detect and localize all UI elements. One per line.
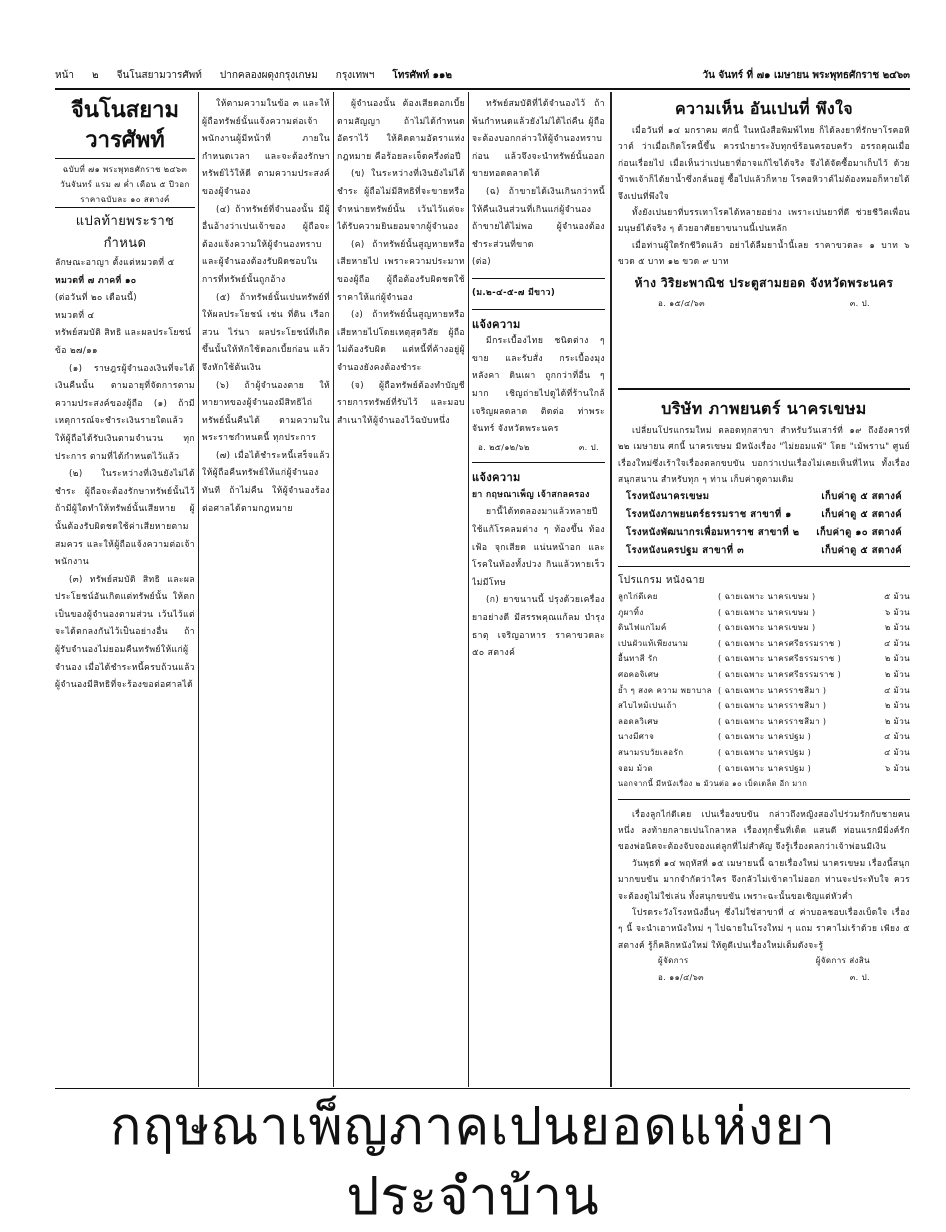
phone: โทรศัพท์ ๑๑๒ [392, 69, 452, 81]
program-title: โปรแกรม หนังฉาย [618, 574, 705, 586]
film-row [618, 651, 910, 667]
film-title: สไบไหม้เปนเถ้า [618, 701, 677, 711]
article-body [472, 96, 605, 254]
notice-body: มีกระเบื้องไทย ชนิดต่าง ๆ ขาย และรับสั่ง กระเบื้องมุงหลังคา ดินเผา ถูกกว่าที่อื่น ๆ มาก เชิญถ่ายไปดูได้ที่ร้านใกล้เจริญผลตลาด ติดต่อ ท่าพระจันทร์ จังหวัดพระนคร [472, 336, 605, 435]
chapter-title: ทรัพย์สมบัติ สิทธิ และผลประโยชน์ [55, 328, 192, 339]
notice-ref-right: ๓. ป. [578, 442, 599, 452]
theatre-row [618, 524, 910, 542]
paragraph: ทรัพย์สมบัติที่ได้จำนองไว้ ถ้าพ้นกำหนดแล้วยังไม่ได้ไถ่คืน ผู้ถือจะต้องบอกกล่าวให้ผู้จำนองทราบก่อน แล้วจึงจะนำทรัพย์นั้นออกขายทอดตลาดได้ [472, 99, 605, 180]
theatre-row [618, 488, 910, 506]
paragraph: (ง) ถ้าทรัพย์นั้นสูญหายหรือเสียหายไปโดยเหตุสุดวิสัย ผู้ถือไม่ต้องรับผิด แต่หนี้ที่ค้างอยู่ผู้จำนองยังคงต้องชำระ [337, 310, 465, 373]
film-reels: ๖ ม้วน [885, 763, 910, 773]
signature-label: ผู้จัดการ [658, 956, 689, 966]
paragraph: โปรดระวังโรงหนังอื่นๆ ซึ่งไม่ใช่สาขาที่ ๔ ค่าบอลชอบเรื่องเบ็ดใจ เรื่อง ๆ นี้ จะนำเอาหนังใหม่ ๆ ไปฉายในโรงใหม่ ๆ แถม ราคาไม่เร้าด้วย เพียง ๕ สตางค์ รู้ก็คลิกหนังใหม่ ให้ดูดีเปนเรื่องใหม่เต็มดังจะรู้ [618, 907, 910, 950]
section-title: แปลท้ายพระราชกำหนด [55, 207, 195, 255]
cinema-ref [618, 970, 910, 986]
paragraph: (๖) ถ้าผู้จำนองตาย ให้ทายาทของผู้จำนองมีสิทธิไถ่ทรัพย์นั้นคืนได้ ตามความในพระราชกำหนดนี้ ทุกประการ [202, 380, 330, 444]
paragraph: (๓) ทรัพย์สมบัติ สิทธิ และผลประโยชน์อันเกิดแต่ทรัพย์นั้น ให้ตกเป็นของผู้จำนองตามส่วน เว้นไว้แต่จะได้ตกลงกันไว้เป็นอย่างอื่น ถ้าผู้รับจำนองไม่ยอมคืนทรัพย์ให้แก่ผู้จำนอง เมื่อได้ชำระหนี้ครบถ้วนแล้ว ผู้จำนองมีสิทธิที่จะร้องขอต่อศาลได้ [55, 574, 195, 691]
page-header [55, 66, 910, 84]
paragraph: เมื่อวันที่ ๑๔ มกราคม ศกนี้ ในหนังสือพิมพ์ไทย ก็ได้ลงยาที่รักษาโรคอหิวาต์ ว่าเมื่อเกิดโรคนี้ขึ้น ควรนำยาระงับทุกข์ร้อนครอบครัว อรรถคุณเมื่อก่อนเรื่อยไป เมื่อเห็นว่าเปนยาที่อาจแก้ไขได้จริง จึงได้จัดซื้อมาเก็บไว้ ด้วยข้าพเจ้าก็ได้ยาน้ำซึ่งกลั่นอยู่ ซื้อไปแล้วก็หาย โรคอหิวาต์ไม่ต้องหมอก็หายได้ จึงเปนที่พึงใจ [618, 125, 910, 201]
film-venue: ( ฉายเฉพาะ นาครเขษม ) [718, 607, 816, 617]
theatre-name: โรงหนังนาครเขษม [626, 490, 710, 502]
theatre-name: โรงหนังนครปฐม สาขาที่ ๓ [626, 544, 745, 556]
paper-name: จีนโนสยามวารศัพท์ [116, 69, 202, 81]
page-label: หน้า [55, 69, 75, 81]
film-title: ดินไฟแกไมค์ [618, 623, 667, 633]
film-row [618, 698, 910, 714]
film-row [618, 605, 910, 621]
notice-title: แจ้งความ [472, 471, 521, 485]
notice-body [472, 504, 605, 662]
column-divider [333, 92, 334, 1087]
dateline-line: วันจันทร์ แรม ๗ ค่ำ เดือน ๕ ปีวอก [60, 180, 190, 189]
issue-reference: (ม.๒-๔-๕-๗ มีขาว) [472, 287, 556, 298]
film-row [618, 620, 910, 636]
paragraph: (๑) ราษฎรผู้จำนองเงินที่จะได้เงินคืนนั้น ตามอายุที่จัดการตามความประสงค์ของผู้ถือ (๑) ถ้ามีเหตุการณ์จะชำระเงินรายใดแล้ว ให้ผู้ถือได้รับเงินตามจำนวน ทุกประการ ตามที่ได้กำหนดไว้แล้ว [55, 363, 195, 462]
film-venue: ( ฉายเฉพาะ นาครราชสีมา ) [718, 701, 827, 711]
ad-title: ความเห็น อันเปนที่ พึงใจ [674, 99, 854, 118]
issue-date: วัน จันทร์ ที่ ๗๑ เมษายน พระพุทธศักราช ๒๔๖๓ [702, 69, 910, 81]
ad-signature: ห้าง วิริยะพาณิช ประตูสามยอด จังหวัดพระนคร [634, 275, 894, 290]
continued-mark: (ต่อ) [472, 257, 492, 268]
film-title: จอม ม้วด [618, 763, 654, 773]
notice-subtitle: ยา กฤษณาเพ็ญ เจ้าสกลครอง [472, 489, 590, 500]
banner-advertisement: กฤษณาเพ็ญภาคเปนยอดแห่งยาประจำบ้าน [110, 1097, 836, 1227]
paragraph: (ค) ถ้าทรัพย์นั้นสูญหายหรือเสียหายไป เพราะความประมาทของผู้ถือ ผู้ถือต้องรับผิดชดใช้ราคาให้แก่ผู้จำนอง [337, 239, 465, 303]
masthead: จีนโนสยามวารศัพท์ [55, 96, 195, 159]
theatre-list [618, 488, 910, 560]
paragraph: ทั้งยังเปนยาที่บรรเทาโรคได้หลายอย่าง เพราะเปนยาที่ดี ช่วยชีวิตเพื่อนมนุษย์ได้จริง ๆ ด้วยอาศัยยาขนานนี้เปนหลัก [618, 207, 910, 234]
part-label: หมวดที่ ๗ ภาคที่ ๑๐ [55, 275, 137, 286]
theatre-price: เก็บค่าดู ๑๐ สตางค์ [816, 526, 902, 538]
film-title: ศอคอจิเศษ [618, 670, 660, 680]
film-row [618, 745, 910, 761]
paragraph: เมื่อท่านผู้ใดรักชีวิตแล้ว อย่าได้ลืมยาน้ำนี้เลย ราคาขวดละ ๑ บาท ๖ ขวด ๕ บาท ๑๒ ขวด ๙ บาท [618, 239, 910, 267]
film-list [618, 589, 910, 776]
paragraph: (๕) ถ้าทรัพย์นั้นเปนทรัพย์ที่ให้ผลประโยชน์ เช่น ที่ดิน เรือกสวน ไร่นา ผลประโยชน์ที่เกิดขึ้นนั้นให้หักใช้ดอกเบี้ยก่อน แล้วจึงหักใช้ต้นเงิน [202, 292, 330, 373]
film-title: นางมีศาจ [618, 732, 655, 742]
theatre-row [618, 542, 910, 560]
film-reels: ๒ ม้วน [884, 623, 910, 633]
column-3 [337, 96, 465, 1086]
continued-note: (ต่อวันที่ ๒๐ เดือนนี้) [55, 293, 138, 304]
film-venue: ( ฉายเฉพาะ นาครปฐม ) [718, 748, 812, 758]
film-row [618, 589, 910, 605]
advertisement-column [618, 96, 910, 1086]
dateline-line: ราคาฉบับละ ๑๐ สตางค์ [80, 195, 170, 204]
film-title: ลอดลวิเศษ [618, 716, 659, 726]
film-row [618, 714, 910, 730]
theatre-price: เก็บค่าดู ๕ สตางค์ [821, 508, 902, 520]
footer-rule [55, 1088, 910, 1089]
article-body [337, 96, 465, 430]
city: กรุงเทพฯ [335, 69, 375, 81]
ad-body [618, 122, 910, 270]
notice-signature [472, 439, 605, 457]
paragraph: เรื่องลูกไก่ดีเคย เปนเรื่องขบขัน กล่าวถึงหญิงสองไปร่วมรักกับชายคนหนึ่ง ลงท้ายกลายเปนโกลาหล เรื่องทุกชั้นที่เด็ด แสนดี ท่อนแรกมีมิ่งค์รัก ของพ่อนิดจะต้องจับจองแต่ลูกที่ไม่สำคัญ จึงรู้เรื่องตลกว่าเจ้าพ่อนมีเงิน [618, 808, 910, 852]
theatre-price: เก็บค่าดู ๕ สตางค์ [821, 544, 902, 556]
section-subtitle: ลักษณะอาญา ตั้งแต่หมวดที่ ๕ [55, 258, 175, 268]
paragraph: (๗) เมื่อได้ชำระหนี้เสร็จแล้ว ให้ผู้ถือคืนทรัพย์ให้แก่ผู้จำนองทันที ถ้าไม่คืน ให้ผู้จำนองร้องต่อศาลได้ตามกฎหมาย [202, 450, 330, 514]
ref-right: ๓. ป. [849, 972, 870, 982]
film-reels: ๒ ม้วน [884, 670, 910, 680]
film-title: ย้ำ ๆ สงค ความ พยาบาล [618, 685, 712, 695]
film-reels: ๔ ม้วน [884, 638, 910, 648]
film-venue: ( ฉายเฉพาะ นาครราชสีมา ) [718, 716, 827, 726]
film-reels: ๔ ม้วน [884, 732, 910, 742]
theatre-name: โรงหนังพัฒนากรเพื่อมหาราช สาขาที่ ๒ [626, 526, 800, 538]
page-number: ๒ [92, 69, 99, 81]
film-venue: ( ฉายเฉพาะ นาครปฐม ) [718, 763, 812, 773]
film-reels: ๖ ม้วน [885, 607, 910, 617]
film-row [618, 667, 910, 683]
film-reels: ๒ ม้วน [884, 716, 910, 726]
printed-location: ปากคลองผดุงกรุงเกษม [219, 69, 318, 81]
column-divider [610, 92, 612, 1087]
film-title: อื้นทาสี รัก [618, 654, 658, 664]
article-body [55, 361, 195, 695]
film-venue: ( ฉายเฉพาะ นาครศรีธรรมราช ) [718, 654, 842, 664]
column-1 [55, 96, 195, 1086]
theatre-price: เก็บค่าดู ๕ สตางค์ [821, 490, 902, 502]
film-title: สนามรบวัยเลอรัก [618, 748, 684, 758]
ref-left: อ. ๑๑/๔/๖๓ [658, 972, 705, 982]
cinema-signature [618, 953, 910, 969]
paragraph: (๔) ถ้าทรัพย์ที่จำนองนั้น มีผู้อื่นอ้างว่าเปนเจ้าของ ผู้ถือจะต้องแจ้งความให้ผู้จำนองทราบ และผู้จำนองต้องรับผิดชอบในการที่ทรัพย์นั้นถูกอ้าง [202, 204, 330, 285]
column-4 [472, 96, 605, 1086]
dateline-line: ฉบับที่ ๗๑ พระพุทธศักราช ๒๔๖๓ [62, 165, 188, 174]
signature-name: ผู้จัดการ ส่งสิน [815, 956, 870, 966]
paragraph: (ข) ในระหว่างที่เงินยังไม่ได้ชำระ ผู้ถือไม่มีสิทธิที่จะขายหรือจำหน่ายทรัพย์นั้น เว้นไว้แต่จะได้รับความยินยอมจากผู้จำนอง [337, 169, 465, 233]
film-title: ภูผาทิ้ง [618, 607, 644, 617]
dateline [55, 162, 195, 207]
paragraph: ผู้จำนองนั้น ต้องเสียดอกเบี้ยตามสัญญา ถ้าไม่ได้กำหนดอัตราไว้ ให้คิดตามอัตราแห่งกฎหมาย คือร้อยละเจ็ดครึ่งต่อปี [337, 99, 465, 162]
notice-ref: อ. ๒๕/๑๒/๖๒ [478, 442, 530, 452]
film-row [618, 729, 910, 745]
film-title: ลูกไก่ดีเคย [618, 592, 658, 602]
paragraph: ให้ตามความในข้อ ๓ และให้ผู้ถือทรัพย์นั้นแจ้งความต่อเจ้าพนักงานผู้มีหน้าที่ ภายในกำหนดเวลา และจะต้องรักษาทรัพย์ไว้ให้ดี ตามความประสงค์ของผู้จำนอง [202, 99, 330, 197]
paragraph: (ก) ยาขนานนี้ ปรุงด้วยเครื่องยาอย่างดี มีสรรพคุณแก้ลม บำรุงธาตุ เจริญอาหาร ราคาขวดละ ๕๐ สตางค์ [472, 595, 605, 659]
paragraph: ยานี้ได้ทดลองมาแล้วหลายปี ใช้แก้โรคลมต่าง ๆ ท้องขึ้น ท้องเฟ้อ จุกเสียด แน่นหน้าอก และโรคในท้องทั้งปวง กินแล้วหายเร็ว ไม่มีโทษ [472, 507, 605, 588]
paragraph: (ฉ) ถ้าขายได้เงินเกินกว่าหนี้ ให้คืนเงินส่วนที่เกินแก่ผู้จำนอง ถ้าขายได้ไม่พอ ผู้จำนองต้องชำระส่วนที่ขาด [472, 186, 605, 250]
article-body [202, 96, 330, 518]
film-venue: ( ฉายเฉพาะ นาครศรีธรรมราช ) [718, 638, 842, 648]
film-row [618, 683, 910, 699]
paragraph: (จ) ผู้ถือทรัพย์ต้องทำบัญชีรายการทรัพย์ที่รับไว้ และมอบสำเนาให้ผู้จำนองไว้ฉบับหนึ่ง [337, 380, 465, 426]
theatre-name: โรงหนังภาพยนตร์ธรรมราช สาขาที่ ๑ [626, 508, 792, 520]
film-venue: ( ฉายเฉพาะ นาครราชสีมา ) [718, 685, 827, 695]
header-rule [55, 88, 910, 90]
film-reels: ๔ ม้วน [884, 685, 910, 695]
paragraph: วันพุธที่ ๑๔ พฤหัสที่ ๑๕ เมษายนนี้ ฉายเรื่องใหม่ นาครเขษม เรื่องนี้สนุกมากขบขัน มากจำกัดว่าใคร จึงกลัวไม่เข้าตาไม่ออก ท่านจะประทับใจ ควรจะต้องดูไม่ใช่เล่น ทั้งสนุกขบขัน เพราะฉะนั้นขอเชิญแต่หัวค่ำ [618, 857, 910, 901]
program-note: นอกจากนี้ มีหนังเรื่อง ๒ ม้วนต่อ ๑๐ เบ็ดเตล็ด อีก มาก [618, 779, 808, 789]
ad-ref-left: อ. ๑๕/๔/๖๓ [658, 298, 706, 308]
film-venue: ( ฉายเฉพาะ นาครเขษม ) [718, 592, 816, 602]
column-2 [202, 96, 330, 1086]
film-row [618, 761, 910, 777]
film-venue: ( ฉายเฉพาะ นาครปฐม ) [718, 732, 812, 742]
cinema-title: บริษัท ภาพยนตร์ นาครเขษม [661, 399, 867, 419]
cinema-body: เปลี่ยนโปรแกรมใหม่ ตลอดทุกสาขา สำหรับวันเสาร์ที่ ๑๙ ถึงอังคารที่ ๒๒ เมษายน ศกนี้ นาครเขษม มีหนังเรื่อง "ไม่ยอมแพ้" โดย "เม้พราน" ศูนย์เรื่องใหม่ซึ่งเร้าใจเรื่องตลกขบขัน บอกว่าเปนเรื่องไม่เคยเห็นที่ไหน ทั้งเรื่อง สนุกสนาน สำหรับทุก ๆ ท่าน เก็บค่าดูตามเดิม [618, 425, 910, 485]
paragraph: (๒) ในระหว่างที่เงินยังไม่ได้ชำระ ผู้ถือจะต้องรักษาทรัพย์นั้นไว้ ถ้ามีผู้ใดทำให้ทรัพย์นั้นเสียหาย ผู้นั้นต้องรับผิดชดใช้ค่าเสียหายตามสมควร และให้ผู้ถือแจ้งความต่อเจ้าพนักงาน [55, 469, 195, 568]
film-reels: ๒ ม้วน [884, 701, 910, 711]
cinema-article [618, 806, 910, 954]
ad-ref [618, 296, 910, 312]
notice-title: แจ้งความ [472, 317, 521, 331]
film-venue: ( ฉายเฉพาะ นาครเขษม ) [718, 623, 816, 633]
chapter-label: หมวดที่ ๔ [55, 310, 95, 321]
film-reels: ๕ ม้วน [884, 592, 910, 602]
film-title: เปนผัวแท้เพียงนาม [618, 638, 689, 648]
film-venue: ( ฉายเฉพาะ นาครศรีธรรมราช ) [718, 670, 842, 680]
theatre-row [618, 506, 910, 524]
article-label: ข้อ ๒๗/๑๑ [55, 345, 98, 356]
column-divider [468, 92, 469, 1087]
column-divider [198, 92, 199, 1087]
ad-ref-right: ๓. ป. [849, 298, 870, 308]
film-reels: ๔ ม้วน [884, 748, 910, 758]
film-reels: ๒ ม้วน [884, 654, 910, 664]
film-row [618, 636, 910, 652]
